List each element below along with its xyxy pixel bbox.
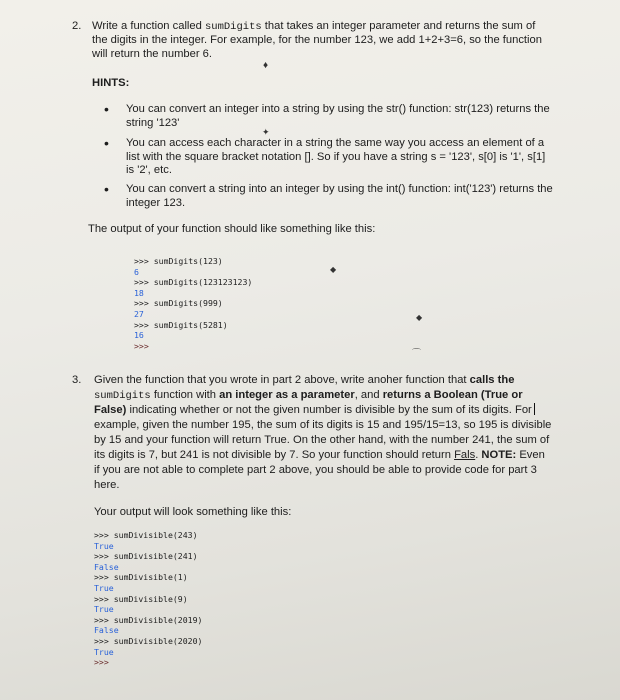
q2-code-line-prompt: >>> (134, 340, 149, 351)
q3-line-2-d: returns a Boolean (True or (382, 389, 523, 401)
q3-line-2 (94, 388, 523, 403)
q2-line-2: the digits in the integer. For example, for the number 123, we add 1+2+3=6, so the function (92, 34, 542, 46)
hint-2-line-3: is '2', etc. (126, 164, 172, 176)
q2-code-line-out: 16 (134, 330, 144, 341)
pen-mark-icon: ♦ (263, 60, 269, 71)
q3-line-8: here. (94, 479, 120, 491)
q3-code-line-cmd: >>> sumDivisible(2019) (94, 614, 203, 625)
q3-code-line-out: True (94, 604, 114, 615)
q3-line-1-a: Given the function that you wrote in part 2 above, write anoher function that (94, 374, 470, 386)
q3-line-1-b: calls the (469, 374, 515, 386)
q2-code-line-cmd: >>> sumDigits(123123123) (134, 277, 253, 288)
q3-line-2-b: an integer as a parameter (219, 389, 355, 401)
q2-output-intro: The output of your function should like something like this: (88, 223, 376, 235)
q3-line-6-b: . (475, 449, 482, 461)
q3-code-line-cmd: >>> sumDivisible(9) (94, 593, 188, 604)
q3-line-1 (94, 373, 514, 387)
q3-fals-word: Fals (454, 449, 476, 461)
q2-number: 2. (72, 20, 82, 32)
q3-code-line-out: False (94, 625, 119, 636)
q2-line-1 (92, 19, 572, 34)
q3-code-line-out: False (94, 561, 119, 572)
q3-code-line-cmd: >>> sumDivisible(1) (94, 572, 188, 583)
pen-mark-icon: ⌒ (412, 348, 422, 358)
q3-line-4: example, given the number 195, the sum of its digits is 15 and 195/15=13, so 195 is divisible (94, 419, 552, 431)
q3-line-3 (94, 403, 535, 417)
hint-3-line-2: integer 123. (126, 196, 186, 209)
q3-code-line-cmd: >>> sumDivisible(243) (94, 530, 198, 540)
q3-output-intro: Your output will look something like this: (94, 506, 292, 518)
q2-line-1-post: that takes an integer parameter and returns the sum of (261, 20, 536, 32)
hint-3 (104, 181, 553, 210)
hints-title: HINTS: (92, 77, 130, 89)
q3-line-5: by 15 and your function will return True. On the other hand, with the number 241, the sum of (94, 434, 550, 446)
hint-1-line-2: string '123' (126, 116, 180, 129)
q2-code-line-out: 27 (134, 308, 144, 319)
q2-func-name: sumDigits (204, 21, 262, 33)
q3-code-line-out: True (94, 540, 114, 551)
q2-code-sample (134, 256, 252, 351)
q3-line-6 (94, 448, 545, 462)
q2-code-line-cmd: >>> sumDigits(5281) (134, 319, 228, 330)
q3-code-line-cmd: >>> sumDivisible(241) (94, 551, 198, 562)
q3-line-3-a: False) (94, 404, 127, 416)
text-cursor (534, 403, 536, 415)
hint-3-line-1: You can convert a string into an integer by using the int() function: int('123') returns the (126, 183, 553, 195)
bullet-icon: • (104, 101, 109, 117)
q3-note-label: NOTE: (481, 449, 517, 461)
q2-line-1-pre: Write a function called (92, 20, 205, 32)
hint-2-line-2: list with the square bracket notation []. So if you have a string s = '123', s[0] is '1', s[1] (126, 150, 546, 163)
q3-code-line-out: True (94, 646, 114, 657)
pen-mark-icon: ✦ (262, 127, 270, 137)
q3-line-2-a: function with (150, 389, 220, 401)
hint-2 (104, 135, 546, 178)
q3-func-name: sumDigits (94, 390, 151, 402)
hint-1 (104, 101, 550, 130)
q3-line-6-c: Even (516, 449, 545, 461)
q2-code-line-cmd: >>> sumDigits(999) (134, 298, 223, 309)
q3-line-3-b: indicating whether or not the given number is divisible by the sum of its digits. For (126, 404, 532, 416)
q3-line-2-c: , and (354, 389, 383, 401)
q2-line-3: will return the number 6. (92, 48, 213, 60)
q2-code-line-cmd: >>> sumDigits(123) (134, 256, 223, 266)
q2-code-line-out: 18 (134, 287, 144, 298)
q3-line-6-a: its digits is 7, but 241 is not divisible by 7. So your function should return (94, 449, 455, 461)
bullet-icon: • (104, 135, 109, 151)
hint-1-line-1: You can convert an integer into a string by using the str() function: str(123) returns the (126, 103, 550, 115)
q3-code-line-out: True (94, 582, 114, 593)
q3-code-line-prompt: >>> (94, 657, 109, 668)
q3-line-7: if you are not able to complete part 2 above, you should be able to provide code for part 3 (94, 464, 537, 476)
hint-2-line-1: You can access each character in a string the same way you access an element of a (126, 137, 545, 149)
q3-number: 3. (72, 374, 82, 386)
q3-code-sample (94, 530, 202, 668)
pen-mark-icon: ◆ (330, 265, 337, 274)
bullet-icon: • (104, 181, 109, 197)
q2-code-line-out: 6 (134, 266, 139, 277)
q3-code-line-cmd: >>> sumDivisible(2020) (94, 635, 203, 646)
pen-mark-icon: ◆ (416, 313, 423, 322)
